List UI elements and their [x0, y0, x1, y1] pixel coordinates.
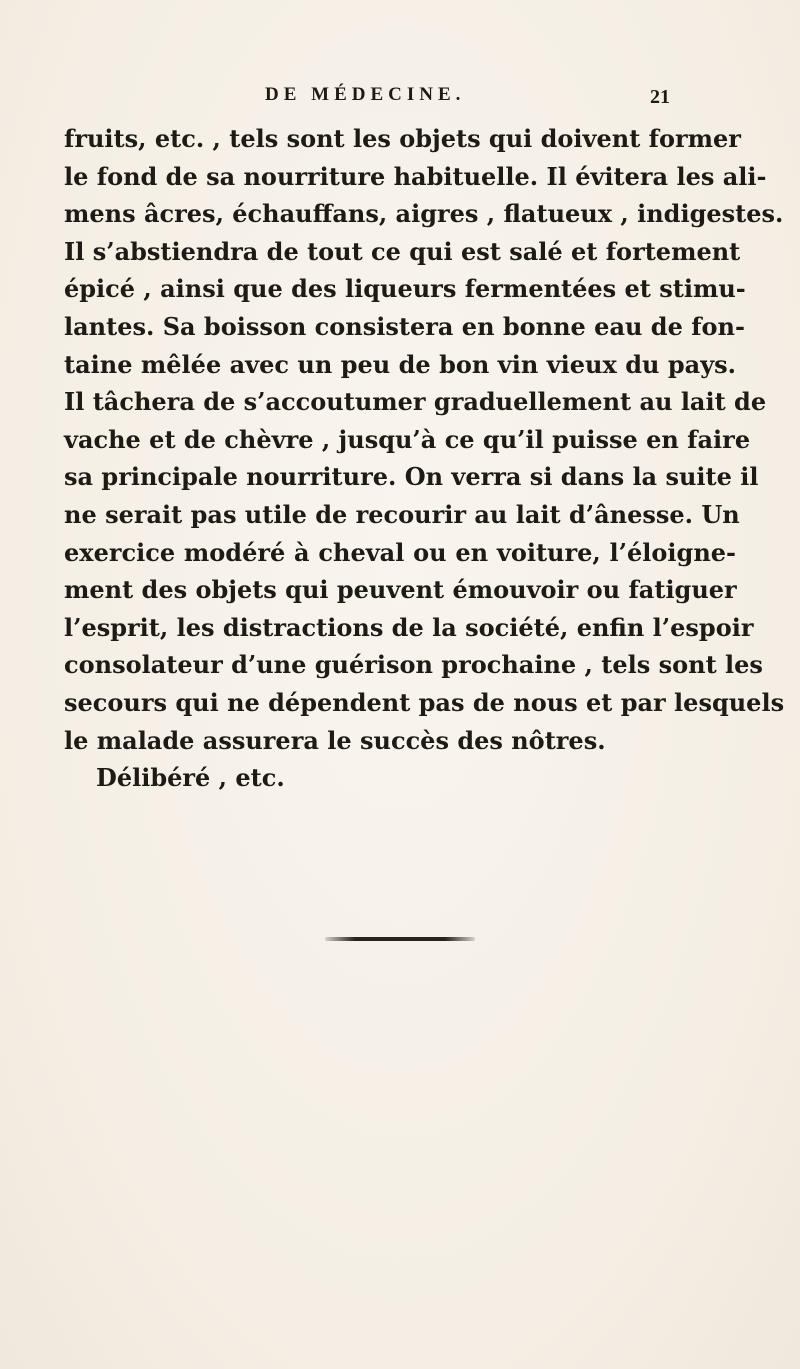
text-line: l’esprit, les distractions de la société, enfin l’espoir [64, 612, 754, 642]
text-line: vache et de chèvre , jusqu’à ce qu’il puisse en faire [64, 424, 751, 454]
text-line: le malade assurera le succès des nôtres. [64, 725, 606, 755]
text-line: Il s’abstiendra de tout ce qui est salé et fortement [64, 236, 741, 266]
page-header [0, 84, 800, 114]
page-number: 21 [650, 86, 670, 108]
text-line: Il tâchera de s’accoutumer graduellement au lait de [64, 387, 767, 417]
text-line: épicé , ainsi que des liqueurs fermentées et stimu- [64, 274, 746, 304]
text-line: mens âcres, échauffans, aigres , flatueux , indigestes. [64, 199, 784, 229]
text-line: exercice modéré à cheval ou en voiture, l’éloigne- [64, 537, 736, 567]
running-title: DE MÉDECINE. [265, 84, 466, 105]
text-line: lantes. Sa boisson consistera en bonne eau de fon- [64, 311, 745, 341]
text-line: ment des objets qui peuvent émouvoir ou fatiguer [64, 575, 737, 605]
text-line: taine mêlée avec un peu de bon vin vieux du pays. [64, 349, 736, 379]
text-line: secours qui ne dépendent pas de nous et par lesquels [64, 687, 785, 717]
body-text [64, 120, 785, 797]
ornamental-rule [325, 937, 475, 941]
text-line: fruits, etc. , tels sont les objets qui doivent former [64, 124, 741, 153]
text-line: le fond de sa nourriture habituelle. Il évitera les ali- [64, 161, 767, 191]
text-line: ne serait pas utile de recourir au lait d’ânesse. Un [64, 499, 740, 529]
text-line: sa principale nourriture. On verra si dans la suite il [64, 462, 759, 492]
closing-line: Délibéré , etc. [96, 763, 285, 793]
text-line: consolateur d’une guérison prochaine , tels sont les [64, 650, 763, 680]
